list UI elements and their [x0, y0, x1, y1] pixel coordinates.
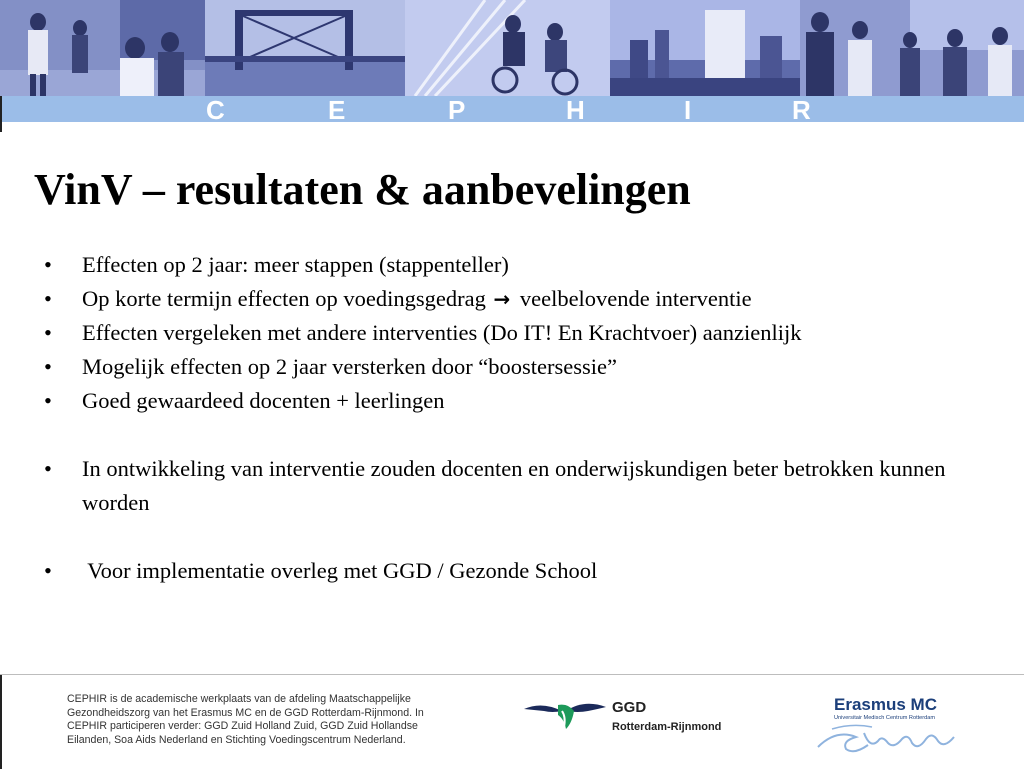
ggd-name: GGD	[612, 699, 647, 716]
bullet-text: Voor implementatie overleg met GGD / Gezonde School	[82, 558, 598, 583]
photo-street-people	[0, 0, 205, 96]
bullet-dot: •	[44, 320, 52, 345]
bullet-item	[44, 452, 1004, 520]
left-border-rule	[0, 96, 2, 132]
bullet-item	[44, 282, 1004, 316]
photo-collage	[0, 0, 1024, 96]
banner-letter: P	[448, 95, 466, 122]
banner-letter: H	[566, 95, 585, 122]
photo-bridge	[205, 0, 405, 96]
banner-letter: E	[328, 95, 346, 122]
bullet-spacer	[44, 520, 1004, 554]
bullet-item	[44, 316, 1004, 350]
bullet-text: In ontwikkeling van interventie zouden docenten en onderwijskundigen beter betrokken kunnen worden	[82, 456, 946, 515]
bullet-item	[44, 350, 1004, 384]
erasmus-mc-logo	[812, 691, 982, 757]
ggd-region: Rotterdam-Rijnmond	[612, 721, 722, 733]
bullet-item	[44, 384, 1004, 418]
bullet-text: Op korte termijn effecten op voedingsgedrag	[82, 286, 486, 311]
photo-students	[800, 0, 1024, 96]
photo-cyclists	[405, 0, 610, 96]
footer-text-line: CEPHIR is de academische werkplaats van de afdeling Maatschappelijke	[67, 693, 411, 705]
banner-letter: R	[792, 95, 811, 122]
slide-title: VinV – resultaten & aanbevelingen	[34, 165, 691, 214]
footer-text-line: Eilanden, Soa Aids Nederland en Stichting Voedingscentrum Nederland.	[67, 733, 406, 746]
ggd-bird-icon	[522, 697, 608, 731]
bullet-dot: •	[44, 252, 52, 277]
banner-letter: I	[684, 95, 692, 122]
bullet-text: veelbelovende interventie	[519, 286, 752, 311]
bullet-text: Effecten op 2 jaar: meer stappen (stappenteller)	[82, 252, 509, 277]
bullet-item	[44, 248, 1004, 282]
erasmus-mc-subtitle: Universitair Medisch Centrum Rotterdam	[834, 715, 936, 721]
left-border-rule	[0, 675, 2, 769]
footer-text-line: CEPHIR participeren verder: GGD Zuid Holland Zuid, GGD Zuid Hollandse	[67, 720, 418, 733]
photo-skyline	[610, 0, 800, 96]
footer-description	[67, 693, 467, 747]
bullet-spacer	[44, 418, 1004, 452]
erasmus-signature-icon	[812, 719, 972, 757]
bullet-dot: •	[44, 286, 52, 311]
bullet-dot: •	[44, 388, 52, 413]
ggd-logo	[522, 693, 742, 753]
erasmus-mc-name: Erasmus MC	[834, 695, 937, 714]
right-arrow-icon: →	[493, 287, 511, 311]
header-banner	[0, 0, 1024, 122]
footer-text-line: Gezondheidszorg van het Erasmus MC en de GGD Rotterdam-Rijnmond. In	[67, 706, 424, 719]
bullet-dot: •	[44, 354, 52, 379]
bullet-text: Mogelijk effecten op 2 jaar versterken door “boostersessie”	[82, 354, 618, 379]
cephir-letter-bar	[0, 96, 1024, 122]
banner-letter: C	[206, 95, 225, 122]
bullet-text: Goed gewaardeed docenten + leerlingen	[82, 388, 445, 413]
footer	[0, 674, 1024, 769]
bullet-item	[44, 554, 1004, 588]
bullet-dot: •	[44, 456, 52, 481]
bullet-list	[44, 248, 1004, 588]
bullet-dot: •	[44, 558, 52, 583]
bullet-text: Effecten vergeleken met andere interventies (Do IT! En Krachtvoer) aanzienlijk	[82, 320, 802, 345]
